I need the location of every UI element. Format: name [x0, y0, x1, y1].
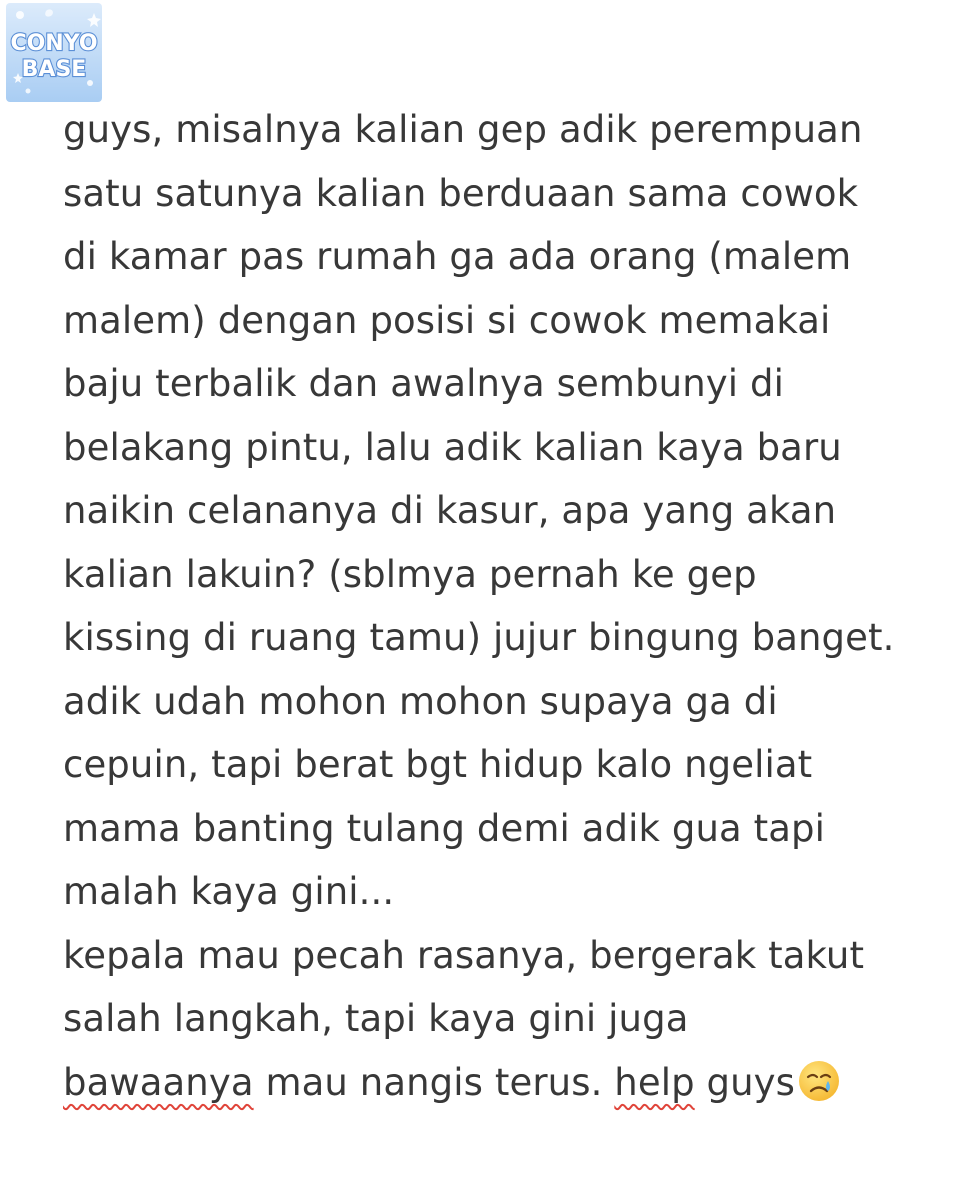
note-line: kepala mau pecah rasanya, bergerak takut — [63, 933, 865, 977]
note-line: salah langkah, tapi kaya gini juga — [63, 997, 689, 1040]
logo-line1: CONYO — [10, 31, 98, 56]
note-line: cepuin, tapi berat bgt hidup kalo ngeliat — [63, 743, 813, 786]
logo-graphic — [6, 3, 102, 102]
note-line: di kamar pas rumah ga ada orang (malem — [63, 235, 852, 278]
misspelled-word[interactable]: help — [614, 1060, 695, 1104]
note-text-fragment: mau nangis terus. — [253, 1060, 615, 1104]
note-line: malem) dengan posisi si cowok memakai — [63, 298, 831, 342]
logo-line2: BASE — [21, 57, 87, 82]
note-line: adik udah mohon mohon supaya ga di — [63, 679, 778, 723]
note-line: malah kaya gini... — [63, 870, 395, 913]
note-body — [63, 98, 943, 1122]
note-line: kalian lakuin? (sblmya pernah ke gep — [63, 552, 757, 596]
note-line: satu satunya kalian berduaan sama cowok — [63, 171, 859, 215]
note-line: naikin celananya di kasur, apa yang akan — [63, 489, 837, 532]
note-last-line — [63, 1051, 943, 1123]
note-line: guys, misalnya kalian gep adik perempuan — [63, 108, 863, 151]
note-line: baju terbalik dan awalnya sembunyi di — [63, 362, 784, 405]
note-line: mama banting tulang demi adik gua tapi — [63, 806, 825, 850]
note-line: belakang pintu, lalu adik kalian kaya baru — [63, 425, 842, 469]
conyo-base-logo — [6, 3, 102, 102]
misspelled-word[interactable]: bawaanya — [63, 1060, 254, 1104]
note-text-fragment: guys — [694, 1060, 796, 1104]
crying-face-icon — [797, 1059, 841, 1123]
note-line: kissing di ruang tamu) jujur bingung banget. — [63, 616, 895, 659]
